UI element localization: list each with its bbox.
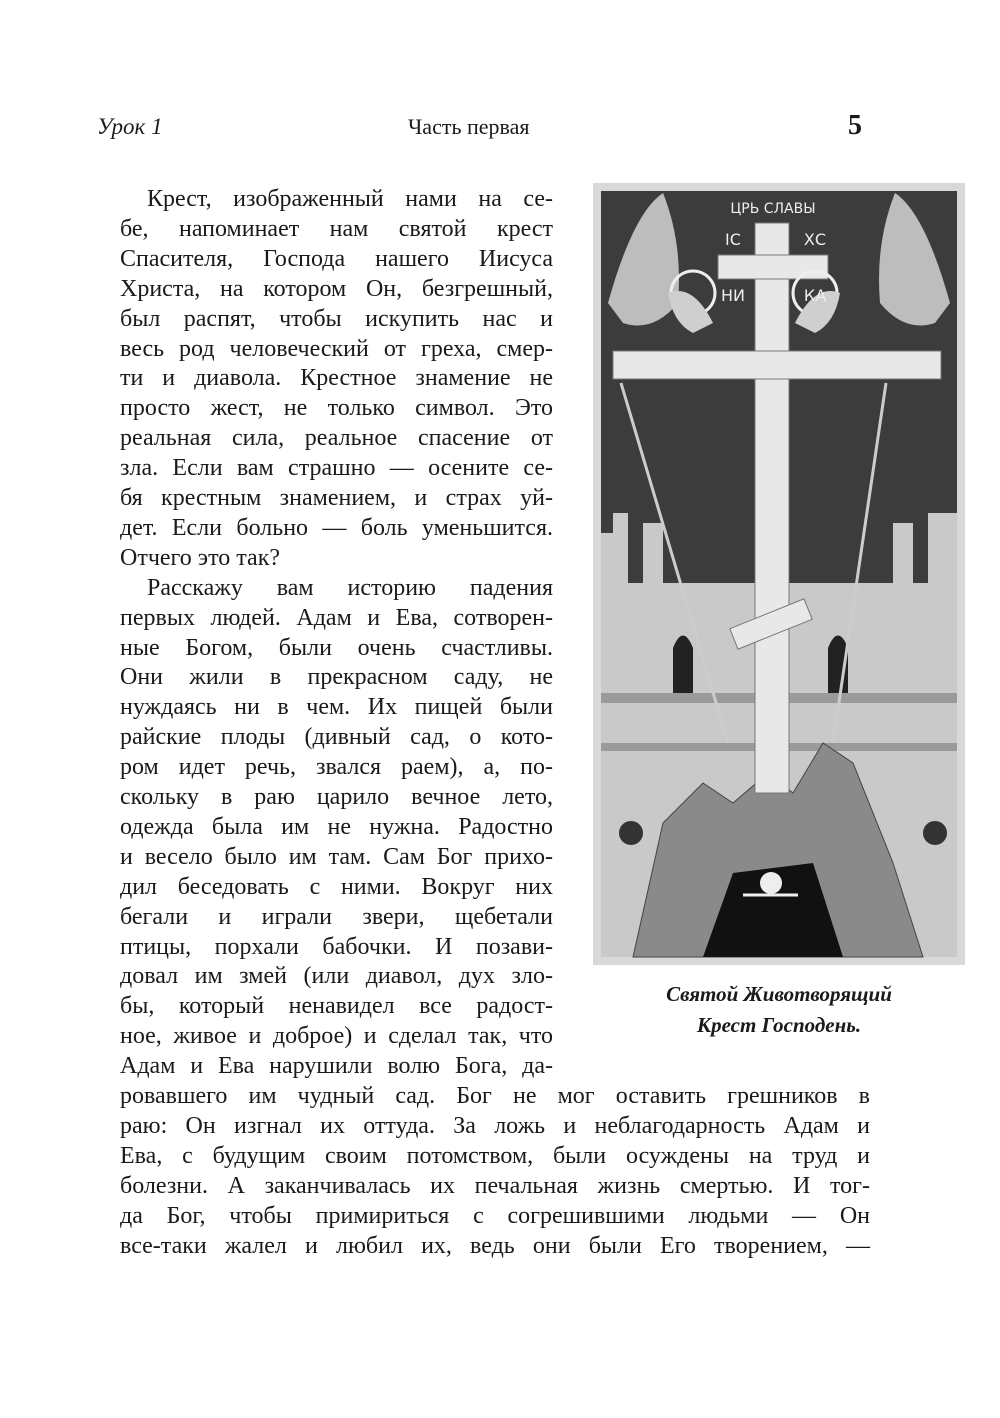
- text-line: Ева, с будущим своим потомством, были осуждены на труд и: [120, 1142, 870, 1169]
- text-line: первых людей. Адам и Ева, сотворен-: [120, 604, 553, 631]
- text-line: бе, напоминает нам святой крест: [120, 215, 553, 242]
- text-line: весь род человеческий от греха, смер-: [120, 335, 553, 362]
- text-line: Крест, изображенный нами на се-: [147, 186, 553, 212]
- text-line: бя крестным знамением, и страх уй-: [120, 485, 553, 511]
- text-line: ное, живое и доброе) и сделал так, что: [120, 1023, 553, 1050]
- text-line: ровавшего им чудный сад. Бог не мог оставить грешников в: [120, 1083, 870, 1109]
- text-line: райские плоды (дивный сад, о кото-: [120, 724, 553, 751]
- text-line: скольку в раю царило вечное лето,: [120, 784, 553, 810]
- icon-inscription-ic: ІС: [725, 230, 741, 249]
- text-line: зла. Если вам страшно — осените се-: [120, 455, 553, 482]
- text-line: ные Богом, были очень счастливы.: [120, 634, 553, 661]
- text-line: дил беседовать с ними. Вокруг них: [120, 873, 553, 900]
- icon-inscription-title: ЦРЬ СЛАВЫ: [730, 201, 816, 217]
- illustration-caption-line-2: Крест Господень.: [696, 1013, 862, 1037]
- text-line: болезни. А заканчивалась их печальная жизнь смертью. И тог-: [120, 1172, 870, 1199]
- text-line: Спасителя, Господа нашего Иисуса: [120, 245, 553, 272]
- page-number: 5: [848, 110, 862, 141]
- text-line: все-таки жалел и любил их, ведь они были Его творением, —: [120, 1232, 870, 1259]
- text-line: бы, который ненавидел все радост-: [120, 993, 553, 1020]
- text-line: да Бог, чтобы примириться с согрешившими людьми — Он: [120, 1202, 870, 1229]
- text-line: Расскажу вам историю падения: [147, 574, 553, 601]
- text-line: Отчего это так?: [120, 544, 281, 571]
- text-line: одежда была им не нужна. Радостно: [120, 813, 553, 840]
- text-line: дет. Если больно — боль уменьшится.: [120, 514, 553, 541]
- text-line: просто жест, не только символ. Это: [120, 395, 553, 422]
- running-header-lesson: Урок 1: [97, 114, 163, 139]
- text-line: Христа, на котором Он, безгрешный,: [120, 275, 553, 302]
- cross-icon-illustration: [593, 183, 965, 965]
- text-line: и весело было им там. Сам Бог прихо-: [120, 843, 553, 870]
- text-line: бегали и играли звери, щебетали: [120, 903, 553, 930]
- running-header-part: Часть первая: [408, 114, 530, 139]
- text-line: довал им змей (или диавол, дух зло-: [120, 963, 553, 990]
- text-line: птицы, порхали бабочки. И позави-: [120, 933, 553, 960]
- text-line: нуждаясь ни в чем. Их пищей были: [120, 694, 553, 721]
- icon-inscription-xc: ХС: [803, 230, 827, 249]
- text-line: Адам и Ева нарушили волю Бога, да-: [120, 1053, 553, 1080]
- text-line: ти и диавола. Крестное знамение не: [120, 365, 553, 392]
- text-line: раю: Он изгнал их оттуда. За ложь и неблагодарность Адам и: [120, 1112, 870, 1139]
- illustration-caption-line-1: Святой Животворящий: [666, 982, 892, 1006]
- icon-inscription-ni: НИ: [721, 286, 745, 305]
- text-line: был распят, чтобы искупить нас и: [120, 305, 553, 332]
- icon-inscription-ka: КА: [803, 286, 827, 305]
- text-line: Они жили в прекрасном саду, не: [120, 664, 553, 691]
- text-line: реальная сила, реальное спасение от: [120, 425, 553, 452]
- text-line: ром идет речь, звался раем), а, по-: [120, 754, 553, 781]
